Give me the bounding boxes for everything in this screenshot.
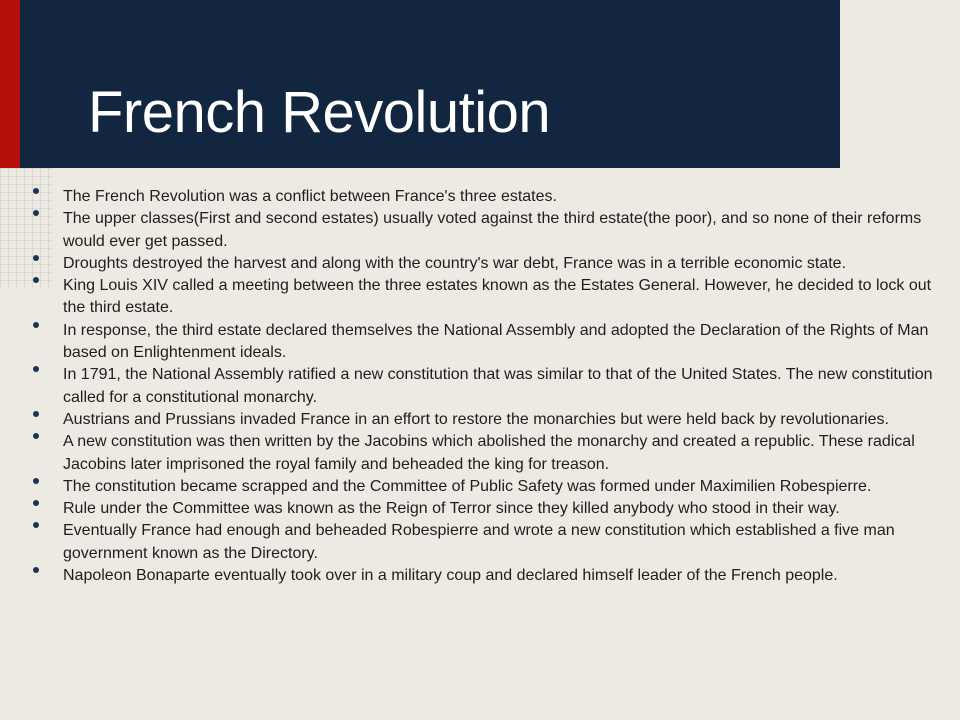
bullet-dot-icon <box>33 567 39 573</box>
bullet-dot-icon <box>33 188 39 194</box>
bullet-text: Austrians and Prussians invaded France in an effort to restore the monarchies but were held back by revolutionaries. <box>63 410 889 428</box>
accent-bar <box>0 0 20 168</box>
bullet-text: Eventually France had enough and beheaded Robespierre and wrote a new constitution which established a five man government known as the Directory. <box>63 522 895 562</box>
bullet-dot-icon <box>33 478 39 484</box>
bullet-dot-icon <box>33 366 39 372</box>
bullet-text: A new constitution was then written by the Jacobins which abolished the monarchy and created a republic. These radical Jacobins later imprisoned the royal family and beheaded the king for treason. <box>63 433 915 473</box>
slide-title: French Revolution <box>88 80 551 145</box>
bullet-text: Droughts destroyed the harvest and along with the country's war debt, France was in a terrible economic state. <box>63 254 847 272</box>
bullet-dot-icon <box>33 277 39 283</box>
bullet-text: Napoleon Bonaparte eventually took over in a military coup and declared himself leader of the French people. <box>63 567 838 585</box>
bullet-dot-icon <box>33 411 39 417</box>
bullet-item <box>30 320 946 365</box>
slide-body <box>30 186 946 587</box>
bullet-item <box>30 565 946 587</box>
bullet-item <box>30 409 946 431</box>
bullet-item <box>30 520 946 565</box>
bullet-list <box>30 186 946 587</box>
title-panel <box>20 0 840 168</box>
bullet-text: Rule under the Committee was known as the Reign of Terror since they killed anybody who stood in their way. <box>63 500 840 518</box>
bullet-item <box>30 275 946 320</box>
bullet-item <box>30 208 946 253</box>
bullet-text: The constitution became scrapped and the Committee of Public Safety was formed under Maximilien Robespierre. <box>63 477 872 495</box>
bullet-item <box>30 431 946 476</box>
bullet-item <box>30 476 946 498</box>
bullet-dot-icon <box>33 322 39 328</box>
bullet-item <box>30 253 946 275</box>
bullet-dot-icon <box>33 522 39 528</box>
bullet-dot-icon <box>33 255 39 261</box>
bullet-dot-icon <box>33 210 39 216</box>
bullet-dot-icon <box>33 500 39 506</box>
bullet-dot-icon <box>33 433 39 439</box>
bullet-text: King Louis XIV called a meeting between the three estates known as the Estates General. However, he decided to lock out the third estate. <box>63 277 932 317</box>
bullet-text: The French Revolution was a conflict between France's three estates. <box>63 188 557 205</box>
bullet-text: In response, the third estate declared themselves the National Assembly and adopted the Declaration of the Rights of Man based on Enlightenment ideals. <box>63 321 929 362</box>
bullet-item <box>30 364 946 409</box>
bullet-text: The upper classes(First and second estates) usually voted against the third estate(the poor), and so none of their reforms would ever get passed. <box>63 210 922 250</box>
bullet-item <box>30 186 946 208</box>
bullet-item <box>30 498 946 520</box>
bullet-text: In 1791, the National Assembly ratified a new constitution that was similar to that of the United States. The new constitution called for a constitutional monarchy. <box>63 366 933 406</box>
